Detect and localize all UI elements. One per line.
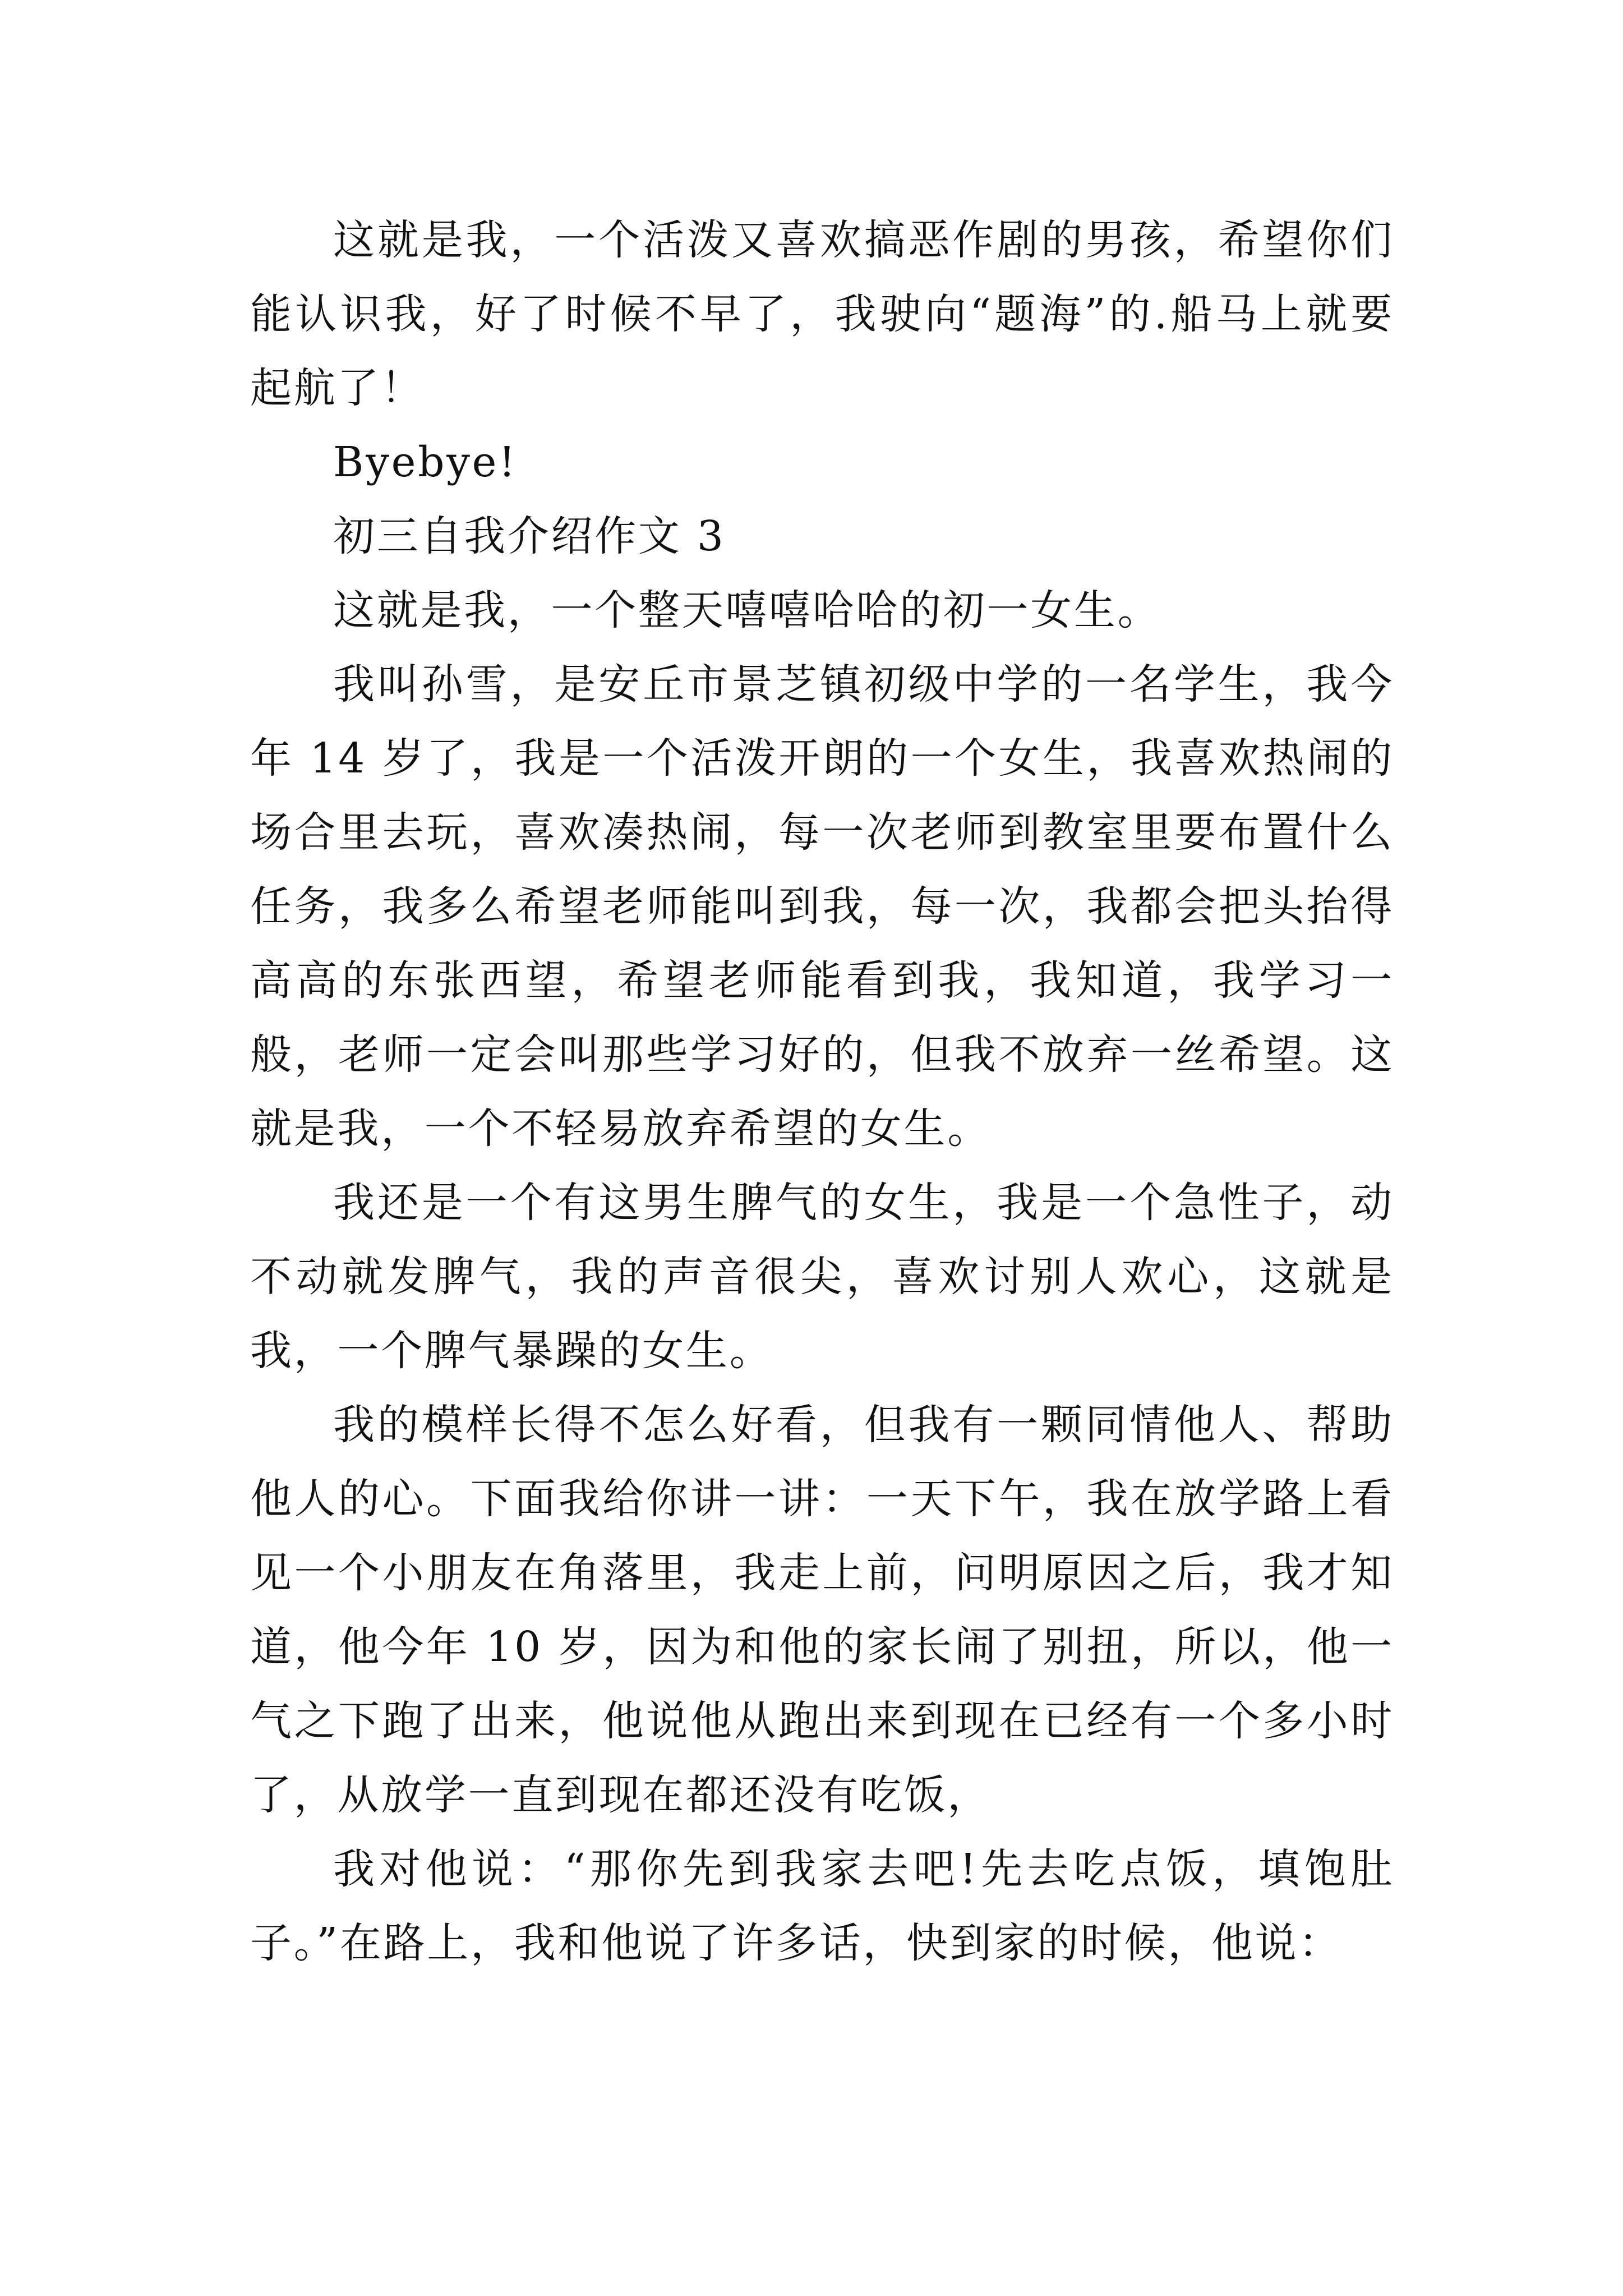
paragraph-5: 我还是一个有这男生脾气的女生，我是一个急性子，动不动就发脾气，我的声音很尖，喜欢讨别人欢心，这就是我，一个脾气暴躁的女生。: [250, 1179, 1394, 1375]
paragraph-6: 我的模样长得不怎么好看，但我有一颗同情他人、帮助他人的心。下面我给你讲一讲：一天下午，我在放学路上看见一个小朋友在角落里，我走上前，问明原因之后，我才知道，他今年 10 岁，因为和他的家长闹了别扭，所以，他一气之下跑了出来，他说他从跑出来到现在已经有一个多小时了，从放学一直到现在都还没有吃饭，: [250, 1401, 1394, 1819]
section-heading: 初三自我介绍作文 3: [333, 512, 726, 560]
paragraph-2: Byebye!: [333, 438, 518, 486]
document-page: [250, 203, 1394, 1980]
paragraph-1: 这就是我，一个活泼又喜欢搞恶作剧的男孩，希望你们能认识我，好了时候不早了，我驶向“题海”的.船马上就要起航了！: [250, 216, 1394, 412]
paragraph-3: 这就是我，一个整天嘻嘻哈哈的初一女生。: [333, 586, 1161, 634]
paragraph-7: 我对他说：“那你先到我家去吧!先去吃点饭，填饱肚子。”在路上，我和他说了许多话，快到家的时候，他说：: [250, 1845, 1394, 1967]
paragraph-4: 我叫孙雪，是安丘市景芝镇初级中学的一名学生，我今年 14 岁了，我是一个活泼开朗的一个女生，我喜欢热闹的场合里去玩，喜欢凑热闹，每一次老师到教室里要布置什么任务，我多么希望老师能叫到我，每一次，我都会把头抬得高高的东张西望，希望老师能看到我，我知道，我学习一般，老师一定会叫那些学习好的，但我不放弃一丝希望。这就是我，一个不轻易放弃希望的女生。: [250, 660, 1394, 1153]
